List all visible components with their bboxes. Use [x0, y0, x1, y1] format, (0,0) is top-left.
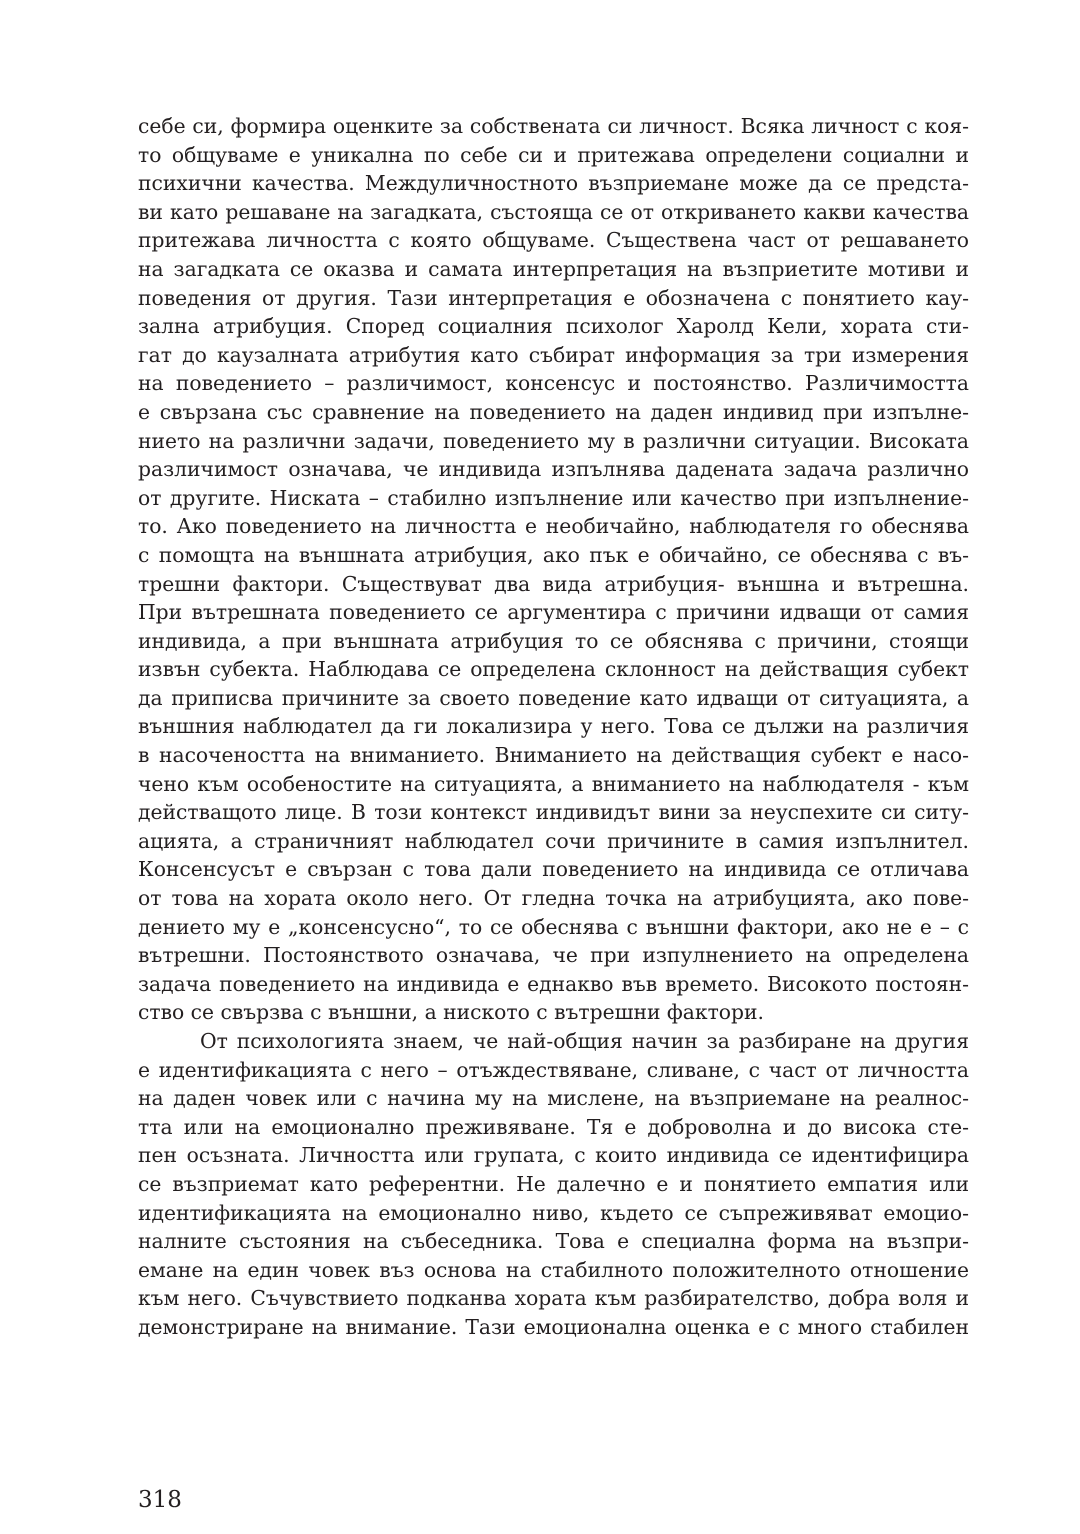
text-line: зална атрибуция. Според социалния психолог Харолд Кели, хората сти- — [138, 314, 969, 339]
text-line: налните състояния на събеседника. Това е специална форма на възпри- — [138, 1229, 969, 1254]
text-line: себе си, формира оценките за собствената си личност. Всяка личност с коя- — [138, 114, 969, 138]
text-line: демонстриране на внимание. Тази емоционална оценка е с много стабилен — [138, 1314, 969, 1339]
text-line: пен осъзната. Личността или групата, с които индивида се идентифицира — [138, 1143, 969, 1168]
text-line: психични качества. Междуличностното възприемане може да се предста- — [138, 171, 969, 196]
text-line: от това на хората около него. От гледна точка на атрибуцията, ако пове- — [138, 886, 969, 911]
text-line: външния наблюдател да ги локализира у него. Това се дължи на различия — [138, 714, 969, 739]
text-line: извън субекта. Наблюдава се определена склонност на действащия субект — [138, 657, 969, 682]
text-line: действащото лице. В този контекст индивидът вини за неуспехите си ситу- — [138, 800, 969, 825]
text-line: в насочеността на вниманието. Вниманието на действащия субект е насо- — [138, 743, 969, 768]
text-line: При вътрешната поведението се аргументира с причини идващи от самия — [138, 600, 969, 625]
text-line: нието на различни задачи, поведението му в различни ситуации. Високата — [138, 428, 969, 453]
text-line: притежава личността с която общуваме. Съществена част от решаването — [138, 228, 969, 253]
text-line: на даден човек или с начина му на мислене, на възприемане на реалнос- — [138, 1086, 969, 1111]
text-line: ацията, а страничният наблюдател сочи причините в самия изпълнител. — [138, 828, 969, 853]
text-line: задача поведението на индивида е еднакво във времето. Високото постоян- — [138, 971, 969, 996]
text-line: дението му е „консенсусно“, то се обеснява с външни фактори, ако не е – с — [138, 914, 969, 939]
text-line: вътрешни. Постоянството означава, че при изпулнението на определена — [138, 943, 969, 968]
text-line: с помощта на външната атрибуция, ако пък е обичайно, се обеснява с въ- — [138, 542, 969, 567]
text-line: ство се свързва с външни, а ниското с вътрешни фактори. — [138, 1000, 764, 1025]
text-line: Консенсусът е свързан с това дали поведението на индивида се отличава — [138, 857, 969, 882]
text-line: чено към особеностите на ситуацията, а вниманието на наблюдателя - към — [138, 771, 969, 796]
text-line: ви като решаване на загадката, състояща се от откриването какви качества — [138, 199, 969, 224]
page-number: 318 — [138, 1487, 182, 1513]
text-line: е идентификацията с него – отъждествяване, сливане, с част от личността — [138, 1057, 969, 1082]
text-line: се възприемат като референтни. Не далечно е и понятието емпатия или — [138, 1171, 969, 1196]
text-line: гат до каузалната атрибутия като събират информация за три измерения — [138, 342, 969, 367]
text-line: идентификацията на емоционално ниво, където се съпреживяват емоцио- — [138, 1200, 969, 1225]
text-line: тта или на емоционално преживяване. Тя е доброволна и до висока сте- — [138, 1114, 969, 1139]
text-line: поведения от другия. Тази интерпретация е обозначена с понятието кау- — [138, 285, 969, 310]
text-line: на загадката се оказва и самата интерпретация на възприетите мотиви и — [138, 256, 969, 281]
text-line: към него. Съчувствието подканва хората към разбирателство, добра воля и — [138, 1286, 969, 1311]
text-line: то. Ако поведението на личността е необичайно, наблюдателя го обеснява — [138, 514, 969, 539]
text-line: от другите. Ниската – стабилно изпълнение или качество при изпълнение- — [138, 485, 969, 510]
text-line: е свързана със сравнение на поведението на даден индивид при изпълне- — [138, 399, 969, 424]
text-line: различимост означава, че индивида изпълнява дадената задача различно — [138, 457, 969, 482]
text-line: на поведението – различимост, консенсус и постоянство. Различимостта — [138, 371, 969, 396]
text-line: От психологията знаем, че най-общия начин за разбиране на другия — [200, 1029, 969, 1053]
text-line: емане на един човек въз основа на стабилното положителното отношение — [138, 1257, 969, 1282]
body-text — [138, 112, 969, 1342]
text-line: индивида, а при външната атрибуция то се обяснява с причини, стоящи — [138, 628, 969, 653]
text-line: то общуваме е уникална по себе си и притежава определени социални и — [138, 142, 969, 167]
text-line: трешни фактори. Съществуват два вида атрибуция- външна и вътрешна. — [138, 571, 969, 596]
text-line: да приписва причините за своето поведение като идващи от ситуацията, а — [138, 685, 969, 710]
